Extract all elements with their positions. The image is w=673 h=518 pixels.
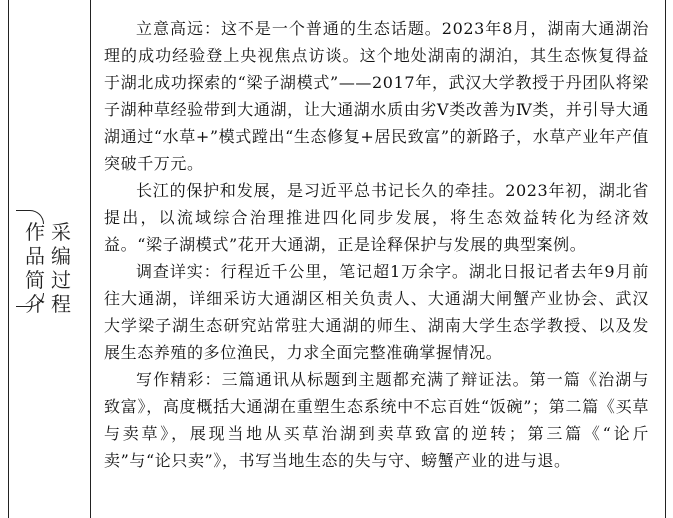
- paragraph-investigation: 调查详实：行程近千公里，笔记超1万余字。湖北日报记者去年9月前往大通湖，详细采访大通湖区相关负责人、大通湖大闸蟹产业协会、武汉大学梁子湖生态研究站常驻大通湖的师生、湖南大学生态学教授、以及发展生态养殖的多位渔民，力求全面完整准确掌握情况。: [104, 262, 649, 362]
- intro-content: [104, 15, 649, 474]
- row-label-char: 过: [51, 268, 71, 292]
- row-label-char: 作: [25, 220, 45, 244]
- paragraph-vision: 立意高远：这不是一个普通的生态话题。2023年8月，湖南大通湖治理的成功经验登上央视焦点访谈。这个地处湖南的湖泊，其生态恢复得益于湖北成功探索的“梁子湖模式”——2017年，武汉大学教授于丹团队将梁子湖种草经验带到大通湖，让大通湖水质由劣Ⅴ类改善为Ⅳ类，并引导大通湖通过“水草+”模式蹚出“生态修复+居民致富”的新路子，水草产业年产值突破千万元。: [104, 19, 649, 173]
- row-label-char: 程: [51, 292, 71, 316]
- row-label-char: 采: [51, 220, 71, 244]
- row-label-char: 介: [25, 292, 45, 316]
- row-label-cell: [9, 0, 90, 518]
- paragraph-background: 长江的保护和发展，是习近平总书记长久的牵挂。2023年初，湖北省提出，以流域综合治理推进四化同步发展，将生态效益转化为经济效益。“梁子湖模式”花开大通湖，正是诠释保护与发展的典型案例。: [104, 181, 649, 254]
- table-border-middle: [90, 0, 91, 518]
- row-label-char: 编: [51, 244, 71, 268]
- paragraph-writing: 写作精彩：三篇通讯从标题到主题都充满了辩证法。第一篇《治湖与致富》，高度概括大通湖在重塑生态系统中不忘百姓“饭碗”；第二篇《买草与卖草》，展现当地从买草治湖到卖草致富的逆转；第三篇《“论斤卖”与“论只卖”》，书写当地生态的失与守、螃蟹产业的进与退。: [104, 370, 649, 470]
- row-label-column-2: [51, 220, 71, 316]
- row-label-char: 简: [25, 268, 45, 292]
- table-border-right: [665, 0, 666, 518]
- row-label-char: 品: [25, 244, 45, 268]
